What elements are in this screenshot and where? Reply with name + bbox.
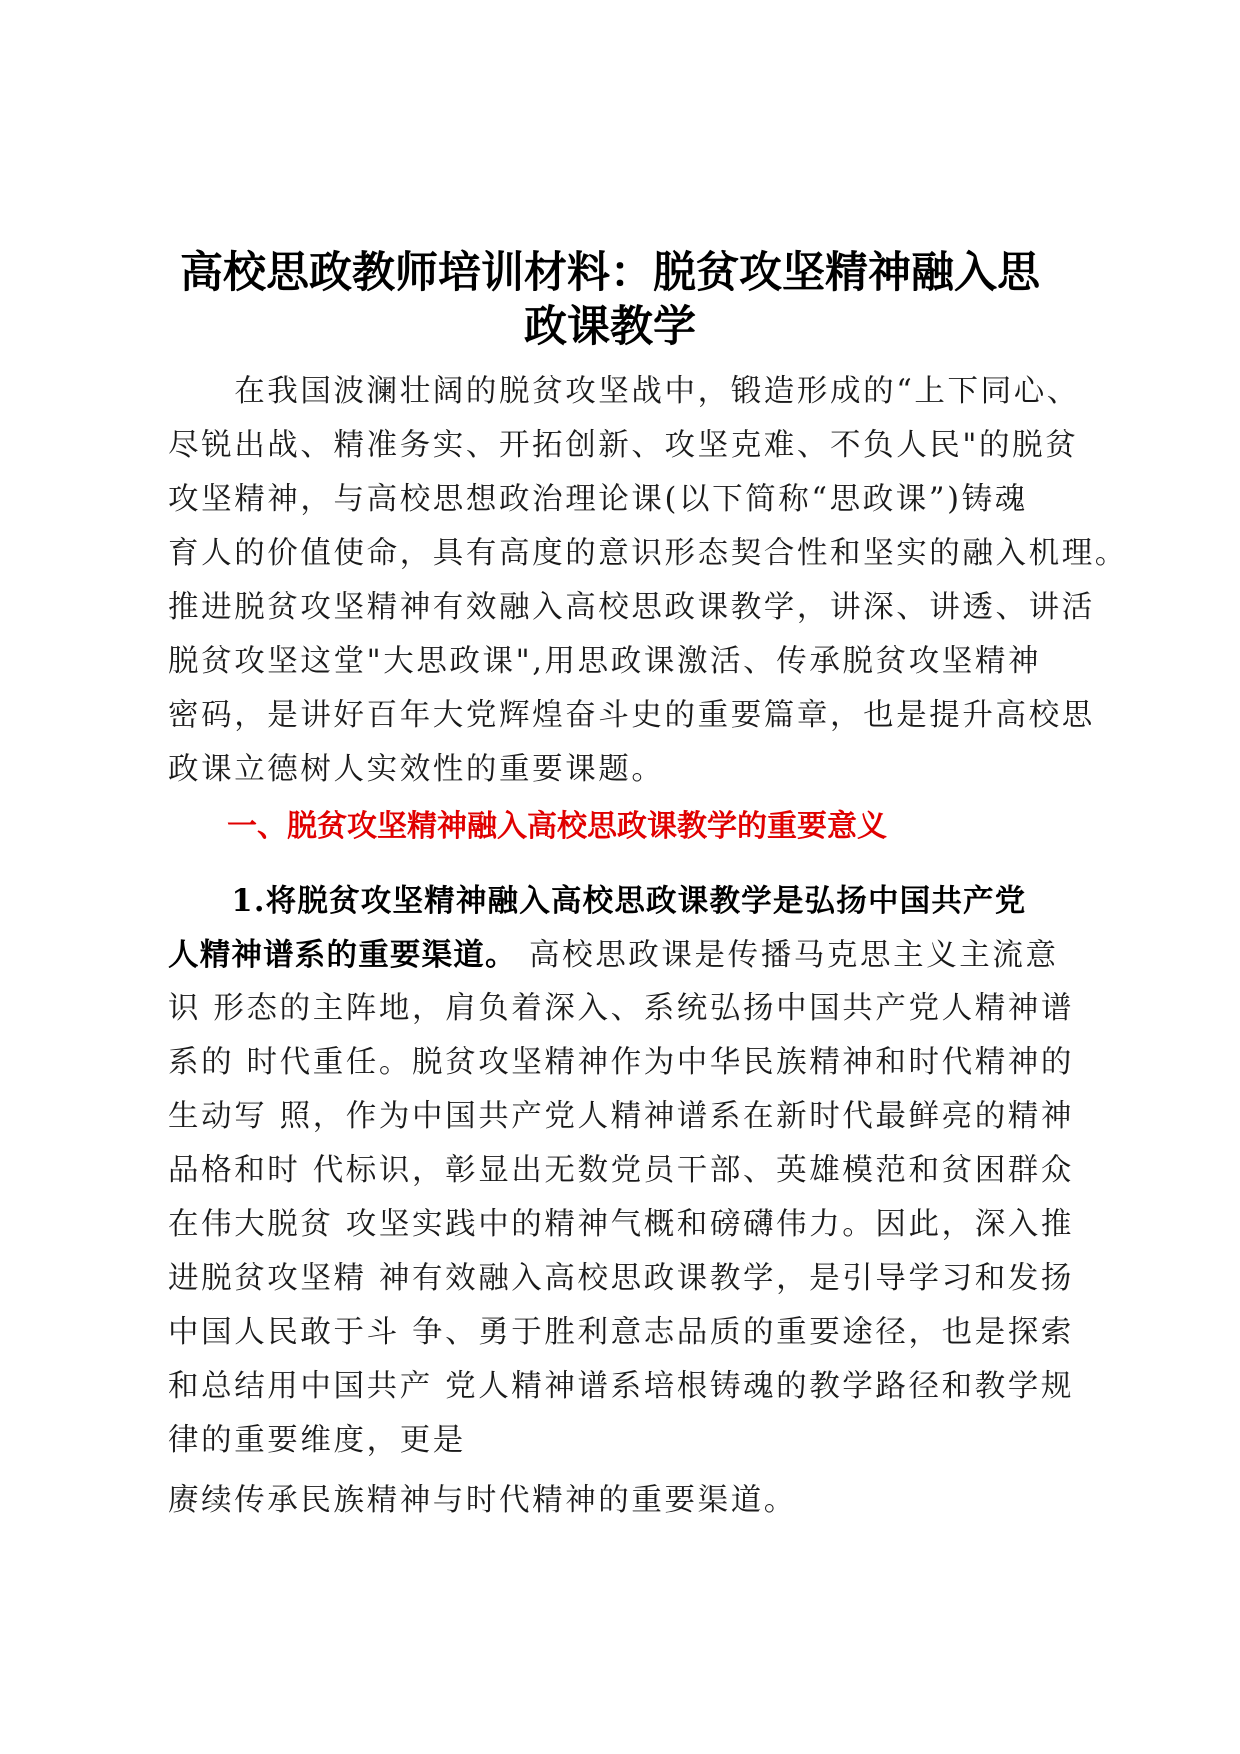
intro-paragraph-last-line xyxy=(168,743,1088,797)
intro-line: 尽锐出战、精准务实、开拓创新、攻坚克难、不负人民"的脱贫 xyxy=(168,428,1079,463)
p1-line: 在伟大脱贫 攻坚实践中的精神气概和磅礴伟力。因此，深入推 xyxy=(168,1207,1074,1242)
intro-line: 政课立德树人实效性的重要课题。 xyxy=(168,752,665,787)
p1-line-1 xyxy=(168,874,1088,928)
section1-paragraph-1 xyxy=(168,874,1088,1468)
p1-line: 系的 时代重任。脱贫攻坚精神作为中华民族精神和时代精神的 xyxy=(168,1045,1074,1080)
intro-line: 攻坚精神，与高校思想政治理论课(以下简称“思政课”)铸魂 xyxy=(168,482,1028,517)
p1-bold-lead-2: 人精神谱系的重要渠道。 xyxy=(168,937,517,973)
intro-line: 在我国波澜壮阔的脱贫攻坚战中，锻造形成的“上下同心、 xyxy=(168,374,1080,409)
document-title xyxy=(150,246,1070,354)
p1-line: 律的重要维度，更是 xyxy=(168,1423,466,1458)
p1-line: 识 形态的主阵地，肩负着深入、系统弘扬中国共产党人精神谱 xyxy=(168,991,1074,1026)
p1-line: 赓续传承民族精神与时代精神的重要渠道。 xyxy=(168,1483,797,1518)
intro-paragraph xyxy=(168,365,1128,743)
intro-line: 密码，是讲好百年大党辉煌奋斗史的重要篇章，也是提升高校思 xyxy=(168,698,1095,733)
p1-line: 品格和时 代标识，彰显出无数党员干部、英雄模范和贫困群众 xyxy=(168,1153,1074,1188)
p1-bold-lead-1: 1.将脱贫攻坚精神融入高校思政课教学是弘扬中国共产党 xyxy=(168,883,1027,919)
p1-line-2 xyxy=(168,928,1088,982)
p1-line: 中国人民敢于斗 争、勇于胜利意志品质的重要途径，也是探索 xyxy=(168,1315,1074,1350)
title-line-1: 高校思政教师培训材料：脱贫攻坚精神融入思 xyxy=(180,248,1040,298)
p1-line: 和总结用中国共产 党人精神谱系培根铸魂的教学路径和教学规 xyxy=(168,1369,1074,1404)
intro-line: 推进脱贫攻坚精神有效融入高校思政课教学，讲深、讲透、讲活 xyxy=(168,590,1095,625)
title-line-2: 政课教学 xyxy=(524,302,696,352)
p1-line-2-rest: 高校思政课是传播马克思主义主流意 xyxy=(516,938,1059,973)
section1-paragraph-1-last-line xyxy=(168,1474,1088,1528)
p1-line: 生动写 照，作为中国共产党人精神谱系在新时代最鲜亮的精神 xyxy=(168,1099,1074,1134)
intro-line: 脱贫攻坚这堂"大思政课",用思政课激活、传承脱贫攻坚精神 xyxy=(168,644,1042,679)
section-heading-1: 一、脱贫攻坚精神融入高校思政课教学的重要意义 xyxy=(227,809,887,844)
p1-line: 进脱贫攻坚精 神有效融入高校思政课教学，是引导学习和发扬 xyxy=(168,1261,1074,1296)
intro-line: 育人的价值使命，具有高度的意识形态契合性和坚实的融入机理。 xyxy=(168,536,1128,571)
